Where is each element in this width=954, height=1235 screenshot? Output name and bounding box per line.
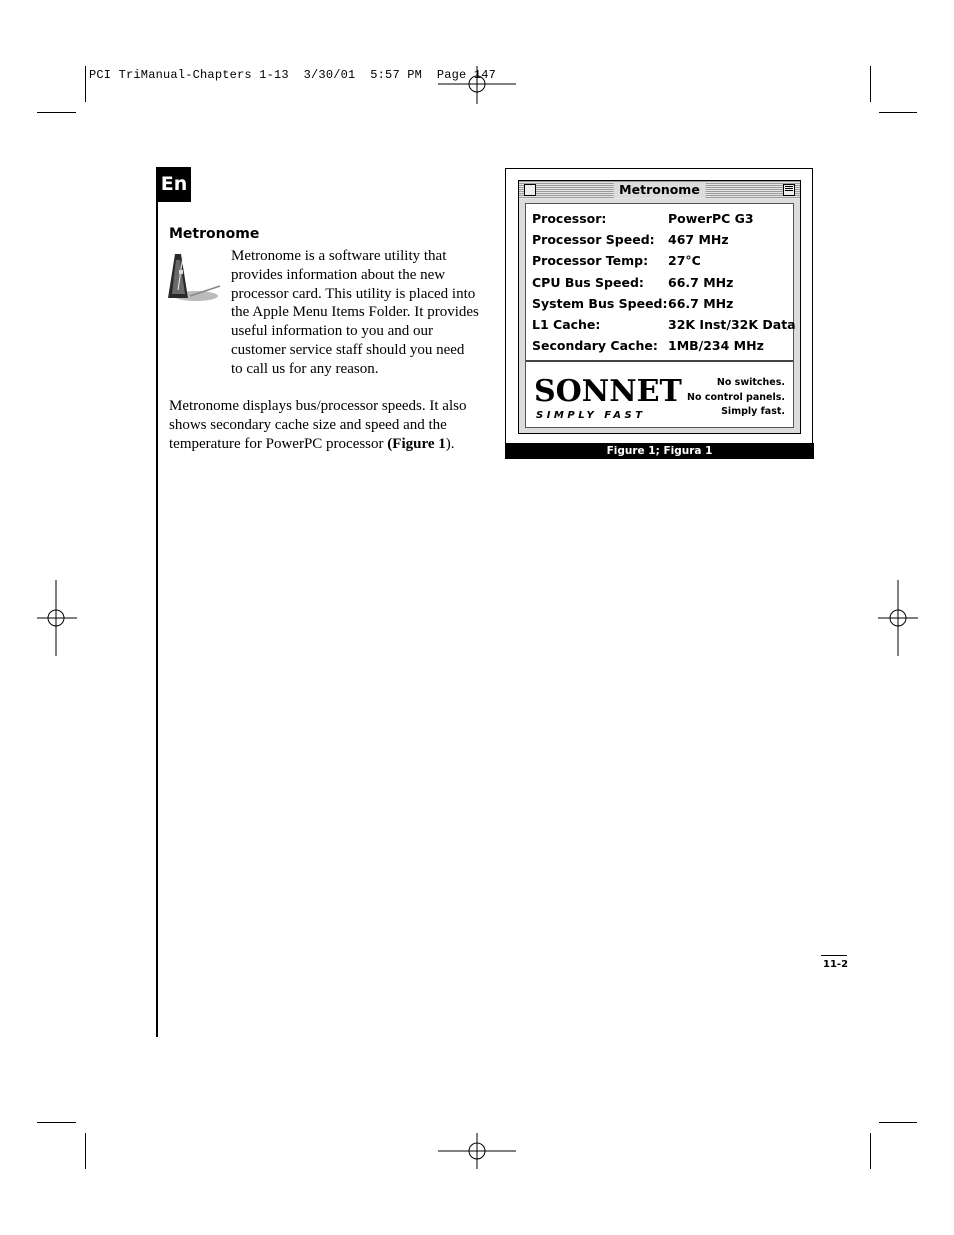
text-line: Metronome is a software utility that xyxy=(231,248,447,264)
close-box-icon[interactable] xyxy=(524,184,536,196)
registration-mark-icon xyxy=(37,580,77,656)
figure-1 xyxy=(505,168,813,458)
description-paragraph xyxy=(169,397,469,453)
text-line xyxy=(169,435,469,454)
text-line: to call us for any reason. xyxy=(231,360,379,377)
crop-mark xyxy=(870,1133,871,1169)
page-spine-rule xyxy=(156,167,158,1037)
metronome-icon xyxy=(166,250,222,304)
text-line: Metronome displays bus/processor speeds. It also xyxy=(169,398,467,414)
crop-mark xyxy=(879,1122,917,1123)
text-line: useful information to you and our xyxy=(231,323,434,340)
info-value: PowerPC G3 xyxy=(668,211,754,226)
crop-mark xyxy=(37,1122,76,1123)
text-line: customer service staff should you need xyxy=(231,341,465,358)
info-label: Processor: xyxy=(532,211,607,226)
window-title-bar[interactable] xyxy=(519,181,800,199)
window-title: Metronome xyxy=(613,182,706,198)
note-line: No control panels. xyxy=(687,391,785,403)
figure-reference-close: ) xyxy=(445,435,451,452)
footer-rule xyxy=(821,955,847,956)
figure-caption: Figure 1; Figura 1 xyxy=(505,443,814,459)
note-line: No switches. xyxy=(716,377,785,388)
registration-mark-icon xyxy=(438,64,516,104)
registration-mark-icon xyxy=(878,580,918,656)
registration-mark-icon xyxy=(438,1133,516,1173)
window-divider xyxy=(526,360,793,362)
window-content xyxy=(525,203,794,428)
info-label: L1 Cache: xyxy=(532,317,601,332)
figure-reference: Figure 1 xyxy=(392,435,446,452)
intro-paragraph xyxy=(231,247,479,379)
note-line: Simply fast. xyxy=(721,406,785,417)
info-value: 66.7 MHz xyxy=(668,296,734,311)
printer-slug: PCI TriManual-Chapters 1-13 3/30/01 5:57 PM Page 147 xyxy=(89,68,497,82)
logo-notes xyxy=(687,376,785,420)
info-label: Processor Speed: xyxy=(532,232,655,247)
text-fragment: temperature for PowerPC processor xyxy=(169,435,388,452)
crop-mark xyxy=(85,66,86,102)
crop-mark xyxy=(879,112,917,113)
info-value: 1MB/234 MHz xyxy=(668,338,764,353)
info-label: CPU Bus Speed: xyxy=(532,275,644,290)
crop-mark xyxy=(85,1133,86,1169)
crop-mark xyxy=(37,112,76,113)
info-label: System Bus Speed: xyxy=(532,296,668,311)
logo-tagline: SIMPLY FAST xyxy=(536,410,646,421)
collapse-box-icon[interactable] xyxy=(783,184,795,196)
info-value: 467 MHz xyxy=(668,232,729,247)
info-label: Secondary Cache: xyxy=(532,338,658,353)
figure-reference-open: ( xyxy=(387,435,393,452)
metronome-window xyxy=(518,180,801,434)
crop-mark xyxy=(870,66,871,102)
text-fragment: . xyxy=(450,435,455,452)
info-value: 66.7 MHz xyxy=(668,275,734,290)
sonnet-logo xyxy=(534,367,682,423)
section-heading: Metronome xyxy=(169,226,260,242)
info-value: 27°C xyxy=(668,253,701,268)
page-number: 11-2 xyxy=(823,959,849,970)
info-value: 32K Inst/32K Data xyxy=(668,317,796,332)
info-label: Processor Temp: xyxy=(532,253,649,268)
text-line: provides information about the new xyxy=(231,266,446,283)
logo-wordmark: SONNET xyxy=(534,374,682,409)
text-line: shows secondary cache size and speed and the xyxy=(169,416,447,433)
language-tab: En xyxy=(157,167,191,202)
text-line: processor card. This utility is placed into xyxy=(231,285,476,302)
text-line: the Apple Menu Items Folder. It provides xyxy=(231,304,479,321)
